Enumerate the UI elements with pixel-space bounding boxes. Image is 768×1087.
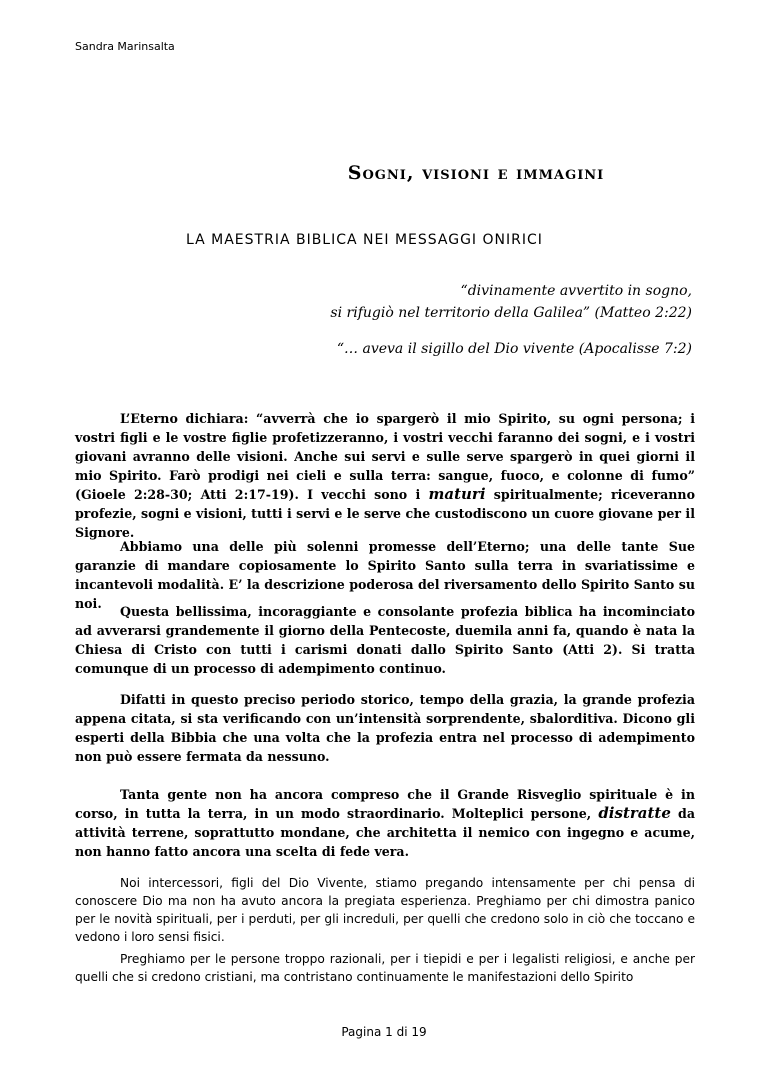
paragraph-4: Difatti in questo preciso periodo storico, tempo della grazia, la grande profezia appena citata, si sta verificando con un’intensità sorprendente, sbalorditiva. Dicono gli esperti della Bibbia che una volta che la profezia entra nel processo di adempimento non può essere fermata da nessuno. [75,692,695,764]
document-subtitle: LA MAESTRIA BIBLICA NEI MESSAGGI ONIRICI [186,232,543,248]
page-number: Pagina 1 di 19 [341,1025,427,1039]
paragraph-5 [75,785,695,861]
document-title: Sogni, visioni e immagini [347,162,605,184]
header-author: Sandra Marinsalta [75,40,175,53]
paragraph-5-text-a: Tanta gente non ha ancora compreso che il Grande Risveglio spirituale è in corso, in tutta la terra, in un modo straordinario. Molteplici persone, [75,787,695,821]
highlight-distratte: distratte [598,804,671,822]
paragraph-1-text-b: spiritualmente; riceveranno profezie, sogni e visioni, tutti i servi e le serve che custodiscono un cuore giovane per il Signore. [75,487,695,540]
paragraph-2: Abbiamo una delle più solenni promesse dell’Eterno; una delle tante Sue garanzie di mandare copiosamente lo Spirito Santo sulla terra in svariatissime e incantevoli modalità. E’ la descrizione poderosa del riversamento dello Spirito Santo su noi. [75,539,695,611]
epigraph-line-3: “… aveva il sigillo del Dio vivente (Apocalisse 7:2) [336,341,692,357]
paragraph-6: Noi intercessori, figli del Dio Vivente, stiamo pregando intensamente per chi pensa di conoscere Dio ma non ha avuto ancora la pregiata esperienza. Preghiamo per chi dimostra panico per le novità spirituali, per i perduti, per gli increduli, per quelli che credono solo in ciò che toccano e vedono i loro sensi fisici. [75,876,695,944]
paragraph-3: Questa bellissima, incoraggiante e consolante profezia biblica ha incominciato ad avverarsi grandemente il giorno della Pentecoste, duemila anni fa, quando è nata la Chiesa di Cristo con tutti i carismi donati dallo Spirito Santo (Atti 2). Si tratta comunque di un processo di adempimento continuo. [75,604,695,676]
epigraph-line-1: “divinamente avvertito in sogno, [460,283,692,299]
epigraph-line-2: si rifugiò nel territorio della Galilea” (Matteo 2:22) [330,305,692,321]
paragraph-7: Preghiamo per le persone troppo razionali, per i tiepidi e per i legalisti religiosi, e anche per quelli che si credono cristiani, ma contristano continuamente le manifestazioni dello Spirito [75,952,695,984]
paragraph-1-text-a: L’Eterno dichiara: “avverrà che io spargerò il mio Spirito, su ogni persona; i vostri figli e le vostre figlie profetizzeranno, i vostri vecchi faranno dei sogni, e i vostri giovani avranno delle visioni. Anche sui servi e sulle serve spargerò in quei giorni il mio Spirito. Farò prodigi nei cieli e sulla terra: sangue, fuoco, e colonne di fumo” (Gioele 2:28-30; Atti 2:17-19). I vecchi sono i [75,411,695,502]
paragraph-1 [75,409,695,542]
paragraph-5-text-b: da attività terrene, soprattutto mondane, che architetta il nemico con ingegno e acume, non hanno fatto ancora una scelta di fede vera. [75,806,695,859]
highlight-maturi: maturi [428,485,486,503]
